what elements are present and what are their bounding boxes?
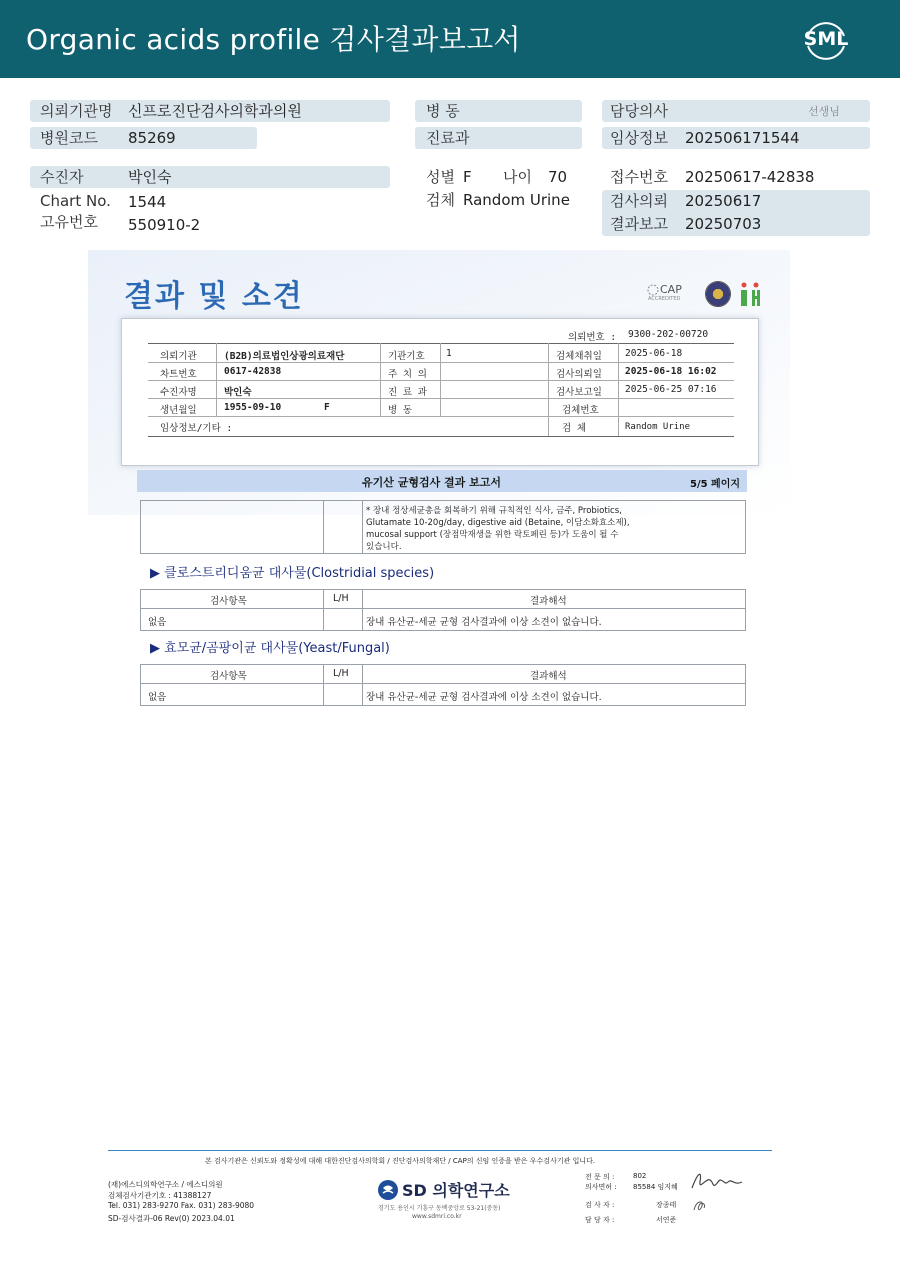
doctor-label: 담당의사 [610, 102, 668, 120]
col-header-lh: L/H [333, 593, 349, 604]
patient-col-rule [380, 343, 381, 416]
age-label: 나이 [503, 168, 532, 186]
department-label: 진료과 [426, 129, 470, 147]
specimen-value-2: Random Urine [625, 422, 691, 432]
cap-subtext: ACCREDITED [648, 296, 681, 302]
results-heading: 결과 및 소견 [124, 279, 304, 314]
request-no-value: 9300-202-00720 [628, 329, 709, 340]
specimen-no-label: 검체번호 [562, 405, 599, 416]
inst-label: 의뢰기관 [160, 351, 197, 362]
license-value: 802 [633, 1172, 647, 1180]
tester-signature-icon [690, 1196, 710, 1216]
note-table-col-rule [323, 500, 324, 554]
note-line: 있습니다. [366, 542, 402, 552]
sml-logo [800, 14, 852, 66]
clostridial-section-title: ▶ 클로스트리디움균 대사물(Clostridial species) [150, 566, 435, 581]
dept-label-2: 진 료 과 [388, 387, 427, 398]
table-row-interpretation: 장내 유산균-세균 균형 검사결과에 이상 소견이 없습니다. [366, 692, 602, 703]
age-value: 70 [548, 168, 568, 186]
receipt-value: 20250617-42838 [685, 168, 815, 186]
license-label: 전 문 의 : [585, 1173, 615, 1181]
inst-code-label: 기관기호 [388, 351, 425, 362]
org-code: 검체검사기관기호 : 41388127 [108, 1191, 212, 1200]
collect-date-label: 검체채취일 [556, 351, 602, 362]
report-banner-title: 유기산 균형검사 결과 보고서 [362, 476, 501, 489]
request-date-label: 검사의뢰 [610, 192, 668, 210]
accreditation-seal-icon [705, 281, 731, 307]
physician-label: 주 치 의 [388, 369, 427, 380]
org-phone: Tel. 031) 283-9270 Fax. 031) 283-9080 [108, 1201, 255, 1210]
dob-label: 생년월일 [160, 405, 197, 416]
specialist-signature-icon [688, 1168, 746, 1196]
yeast-table-header-rule [140, 683, 746, 684]
manager-label: 담 당 자 : [585, 1216, 615, 1224]
patient-col-rule [216, 343, 217, 416]
specimen-value: Random Urine [463, 191, 570, 209]
clinical-info-label: 임상정보/기타 : [160, 423, 233, 434]
patient-table-top-rule [148, 343, 734, 344]
institute-address: 경기도 용인시 기흥구 동백중앙로 53-21(중동) [378, 1205, 501, 1212]
patient-name-label: 수진자명 [160, 387, 197, 398]
form-number: SD-검사결과-06 Rev(0) 2023.04.01 [108, 1214, 235, 1223]
sd-institute-brand: SD 의학연구소 [402, 1181, 510, 1200]
tester-label: 검 사 자 : [585, 1201, 615, 1209]
table-row-item: 없음 [148, 617, 167, 628]
table-row-interpretation: 장내 유산균-세균 균형 검사결과에 이상 소견이 없습니다. [366, 617, 602, 628]
yeast-table-col-rule [362, 664, 363, 706]
col-header-item: 검사항목 [210, 671, 247, 682]
chart-no-label: Chart No. [40, 192, 111, 210]
yeast-fungal-section-title: ▶ 효모균/곰팡이균 대사물(Yeast/Fungal) [150, 641, 390, 656]
hospital-code-value: 85269 [128, 129, 176, 147]
col-header-interpretation: 결과해석 [530, 596, 567, 607]
institution-value: 신프로진단검사의학과의원 [128, 102, 302, 120]
patient-label: 수진자 [40, 168, 84, 186]
chart-no-value: 1544 [128, 193, 167, 211]
institute-website: www.sdmri.co.kr [412, 1213, 462, 1220]
ward-label: 병 동 [426, 102, 460, 120]
org-name: (재)에스디의학연구소 / 에스디의원 [108, 1180, 223, 1189]
ward-label-2: 병 동 [388, 405, 413, 416]
patient-row-rule [148, 362, 734, 363]
table-row-item: 없음 [148, 692, 167, 703]
collect-date-value: 2025-06-18 [625, 348, 683, 359]
col-header-lh: L/H [333, 668, 349, 679]
cap-icon [646, 283, 660, 297]
specialist-value: 85584 임지혜 [633, 1183, 678, 1191]
clostridial-table-col-rule [323, 589, 324, 631]
sex-value-2: F [324, 402, 330, 413]
reported-date-label: 검사보고일 [556, 387, 602, 398]
patient-row-rule [148, 398, 734, 399]
note-line: mucosal support (장점막재생을 위한 락토페린 등)가 도움이 될 수 [366, 530, 619, 540]
footer-rule [108, 1150, 772, 1151]
id-number-value: 550910-2 [128, 216, 201, 234]
clinical-label: 임상정보 [610, 129, 668, 147]
cap-text: CAP [660, 283, 682, 296]
request-date-value: 20250617 [685, 192, 762, 210]
dob-value: 1955-09-10 [224, 402, 282, 413]
patient-col-rule [548, 343, 549, 436]
patient-row-rule [148, 380, 734, 381]
patient-table-bottom-rule [148, 436, 734, 437]
report-title: Organic acids profile 검사결과보고서 [26, 23, 521, 56]
accreditation-notice: 본 검사기관은 신뢰도와 정확성에 대해 대한진단검사의학회 / 진단검사의학재단 / CAP의 신임 인증을 받은 우수검사기관 입니다. [205, 1157, 596, 1165]
requested-date-value: 2025-06-18 16:02 [625, 366, 717, 377]
specimen-label-2: 검 체 [562, 423, 587, 434]
hospital-code-label: 병원코드 [40, 129, 98, 147]
report-date-label: 결과보고 [610, 215, 668, 233]
chart-no-value-2: 0617-42838 [224, 366, 282, 377]
clinical-value: 202506171544 [685, 129, 800, 147]
sex-label: 성별 [426, 168, 455, 186]
lab-quality-logo-icon [738, 281, 762, 307]
receipt-label: 접수번호 [610, 168, 668, 186]
patient-value: 박인숙 [128, 168, 172, 186]
institution-label: 의뢰기관명 [40, 102, 113, 120]
sex-value: F [463, 168, 472, 186]
patient-row-rule [148, 416, 734, 417]
report-date-value: 20250703 [685, 215, 762, 233]
reported-date-value: 2025-06-25 07:16 [625, 384, 717, 395]
manager-value: 서연준 [656, 1216, 677, 1224]
note-table-col-rule [362, 500, 363, 554]
specimen-label: 검체 [426, 191, 455, 209]
cap-accreditation-logo [646, 283, 698, 305]
chart-no-label-2: 차트번호 [160, 369, 197, 380]
patient-col-rule [440, 343, 441, 416]
page-indicator: 5/5 페이지 [690, 479, 741, 490]
patient-col-rule [618, 343, 619, 436]
note-line: * 장내 정상세균총을 회복하기 위해 규칙적인 식사, 금주, Probiotics, [366, 506, 622, 516]
clostridial-table-header-rule [140, 608, 746, 609]
col-header-item: 검사항목 [210, 596, 247, 607]
id-number-label: 고유번호 [40, 213, 98, 231]
sd-institute-logo-icon [378, 1180, 398, 1200]
tester-value: 장종태 [656, 1201, 677, 1209]
inst-code-value: 1 [446, 348, 452, 359]
inst-value: (B2B)의료법인상광의료재단 [224, 351, 345, 362]
yeast-table-col-rule [323, 664, 324, 706]
clostridial-table-col-rule [362, 589, 363, 631]
sml-logo-text: SML [803, 28, 849, 50]
doctor-suffix: 선생님 [808, 105, 840, 118]
requested-date-label: 검사의뢰일 [556, 369, 602, 380]
note-line: Glutamate 10-20g/day, digestive aid (Betaine, 이담소화효소제), [366, 518, 630, 528]
patient-name-value: 박인숙 [224, 387, 252, 398]
col-header-interpretation: 결과해석 [530, 671, 567, 682]
specialist-label: 의사면허 : [585, 1183, 617, 1191]
patient-row [30, 166, 390, 188]
request-no-label: 의뢰번호 : [568, 332, 617, 343]
